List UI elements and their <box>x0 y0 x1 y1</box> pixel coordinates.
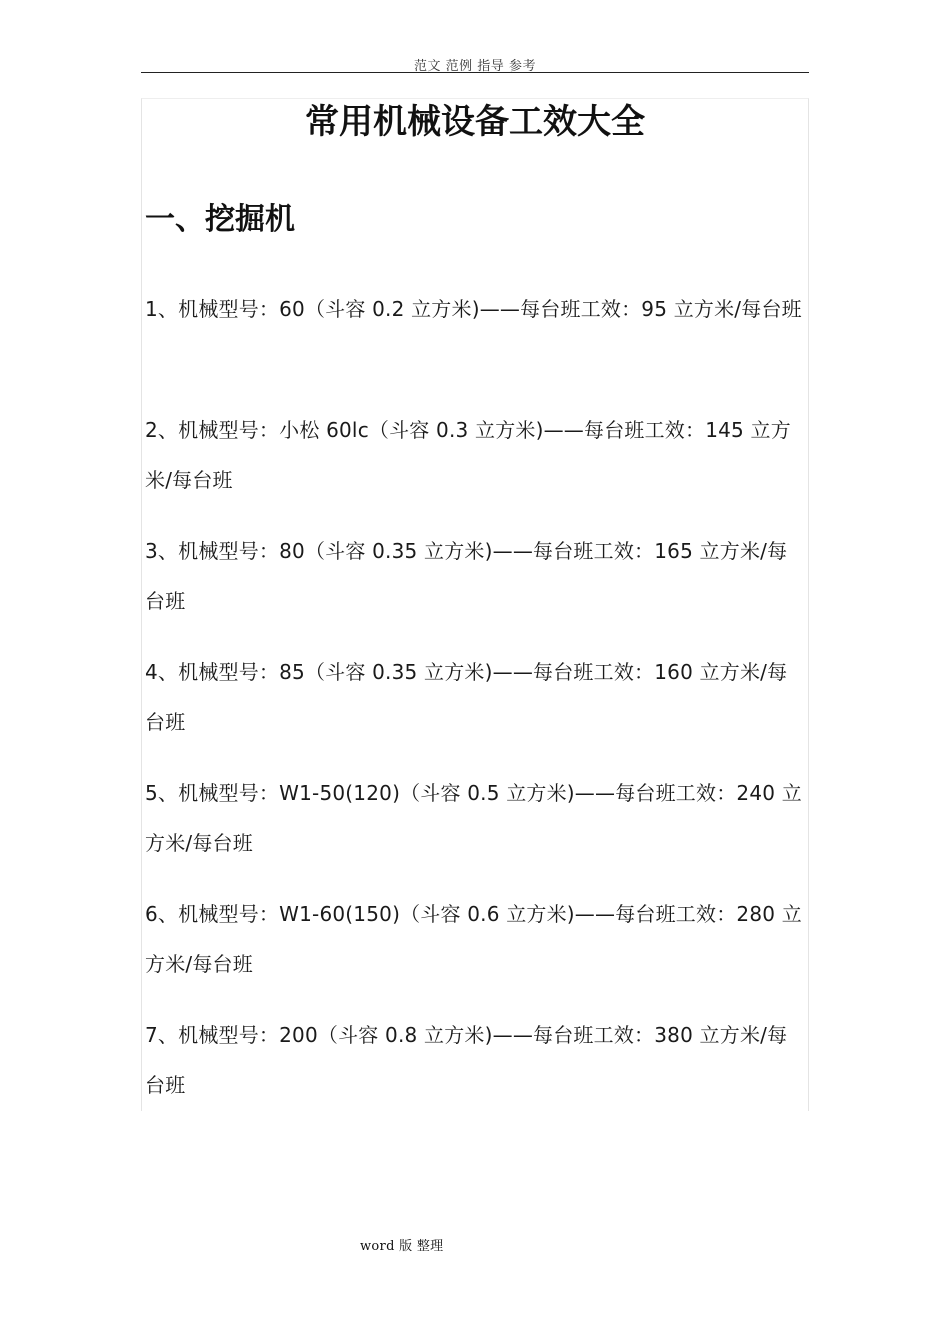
header-divider <box>141 72 809 73</box>
list-item: 6、机械型号：W1-60(150)（斗容 0.6 立方米)——每台班工效：280 立方米/每台班 <box>145 902 802 976</box>
section-heading-excavator: 一、挖掘机 <box>145 202 295 237</box>
list-item: 1、机械型号：60（斗容 0.2 立方米)——每台班工效：95 立方米/每台班 <box>145 297 802 321</box>
document-title: 常用机械设备工效大全 <box>305 102 645 142</box>
list-item: 7、机械型号：200（斗容 0.8 立方米)——每台班工效：380 立方米/每台班 <box>145 1023 788 1097</box>
page-header-text: 范文 范例 指导 参考 <box>414 59 536 74</box>
page-footer-text: word 版 整理 <box>360 1239 444 1254</box>
list-item: 4、机械型号：85（斗容 0.35 立方米)——每台班工效：160 立方米/每台班 <box>145 660 788 734</box>
list-item: 3、机械型号：80（斗容 0.35 立方米)——每台班工效：165 立方米/每台班 <box>145 539 788 613</box>
list-item: 2、机械型号：小松 60lc（斗容 0.3 立方米)——每台班工效：145 立方米/每台班 <box>145 418 791 492</box>
list-item: 5、机械型号：W1-50(120)（斗容 0.5 立方米)——每台班工效：240 立方米/每台班 <box>145 781 802 855</box>
equipment-list <box>145 284 805 1131</box>
